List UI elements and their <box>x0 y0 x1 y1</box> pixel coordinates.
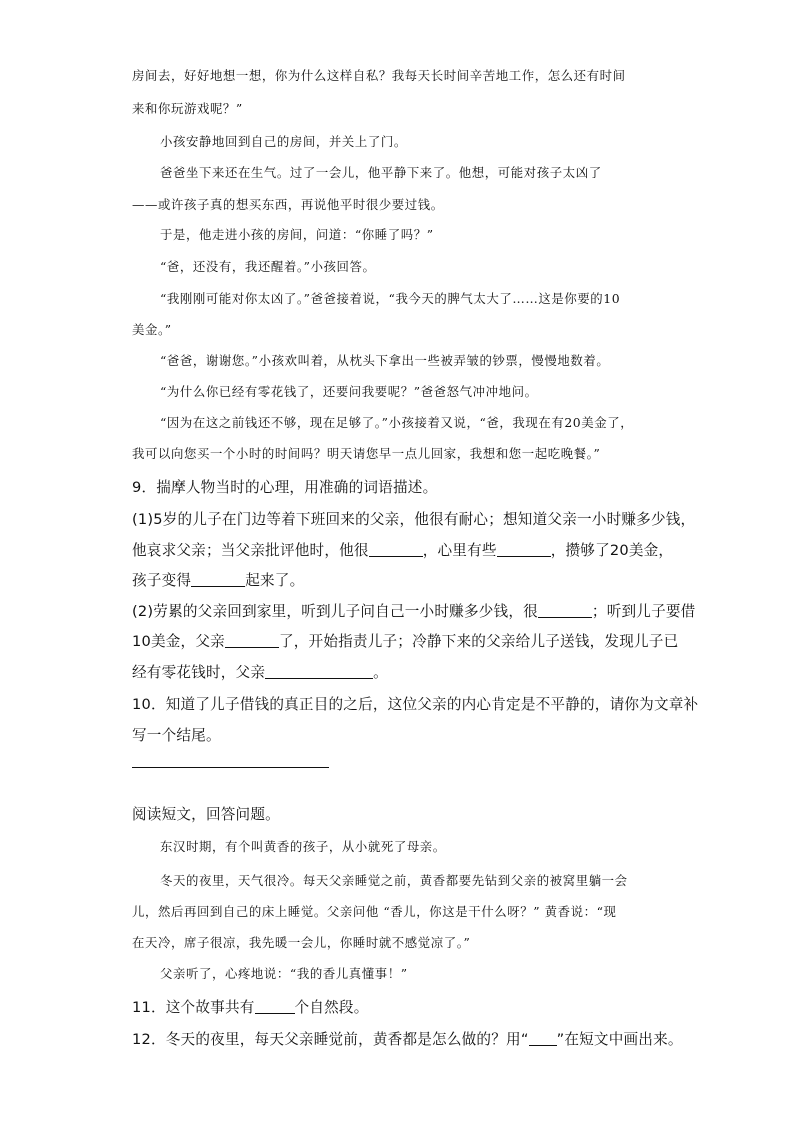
question-10-line: 写一个结尾。 <box>132 727 221 744</box>
question-12: 12．冬天的夜里，每天父亲睡觉前，黄香都是怎么做的？用“ ”在短文中画出来。 <box>132 1031 683 1048</box>
answer-line[interactable] <box>132 767 329 768</box>
answer-blank[interactable] <box>255 999 295 1014</box>
answer-blank[interactable] <box>497 542 551 557</box>
story-line: 于是，他走进小孩的房间，问道：“你睡了吗？” <box>160 227 434 242</box>
question-9-sub2-line: 10美金，父亲 了，开始指责儿子；冷静下来的父亲给儿子送钱，发现儿子已 <box>132 633 679 650</box>
question-11: 11．这个故事共有 个自然段。 <box>132 999 369 1016</box>
answer-blank[interactable] <box>538 603 592 618</box>
question-9-sub1-line: 孩子变得 起来了。 <box>132 572 305 589</box>
passage-line: 父亲听了，心疼地说：“我的香儿真懂事！” <box>160 966 408 981</box>
story-line: “我刚刚可能对你太凶了。”爸爸接着说，“我今天的脾气太大了……这是你要的10 <box>160 291 621 306</box>
question-10-line: 10．知道了儿子借钱的真正目的之后，这位父亲的内心肯定是不平静的，请你为文章补 <box>132 696 699 713</box>
underline-mark <box>529 1031 557 1046</box>
story-line: “爸爸，谢谢您。”小孩欢叫着，从枕头下拿出一些被弄皱的钞票，慢慢地数着。 <box>160 353 610 368</box>
question-9-sub2-line: 经有零花钱时，父亲 。 <box>132 664 388 681</box>
story-line: ——或许孩子真的想买东西，再说他平时很少要过钱。 <box>132 197 444 212</box>
story-line: 房间去，好好地想一想，你为什么这样自私？我每天长时间辛苦地工作，怎么还有时间 <box>132 68 626 83</box>
answer-blank[interactable] <box>265 664 373 679</box>
story-line: “为什么你已经有零花钱了，还要问我要呢？”爸爸怒气冲冲地问。 <box>160 384 538 399</box>
story-line: 美金。” <box>132 322 172 337</box>
question-9-title: 9．揣摩人物当时的心理，用准确的词语描述。 <box>132 479 438 496</box>
answer-blank[interactable] <box>225 633 279 648</box>
question-9-sub2-line: (2)劳累的父亲回到家里，听到儿子问自己一小时赚多少钱，很 ；听到儿子要借 <box>132 603 696 620</box>
story-line: “爸，还没有，我还醒着。”小孩回答。 <box>160 259 376 274</box>
question-9-sub1-line: (1)5岁的儿子在门边等着下班回来的父亲，他很有耐心；想知道父亲一小时赚多少钱， <box>132 511 696 528</box>
story-line: 小孩安静地回到自己的房间，并关上了门。 <box>160 134 407 149</box>
passage-line: 儿，然后再回到自己的床上睡觉。父亲问他 “香儿，你这是干什么呀？” 黄香说：“现 <box>132 904 617 919</box>
passage-line: 在天冷，席子很凉，我先暖一会儿，你睡时就不感觉凉了。” <box>132 935 471 950</box>
answer-blank[interactable] <box>369 542 423 557</box>
story-line: 爸爸坐下来还在生气。过了一会儿，他平静下来了。他想，可能对孩子太凶了 <box>160 165 602 180</box>
reading-instruction: 阅读短文，回答问题。 <box>132 806 280 823</box>
passage-line: 东汉时期，有个叫黄香的孩子，从小就死了母亲。 <box>160 839 446 854</box>
question-9-sub1-line: 他哀求父亲；当父亲批评他时，他很 ，心里有些 ，攒够了20美金， <box>132 542 674 559</box>
story-line: “因为在这之前钱还不够，现在足够了。”小孩接着又说，“爸，我现在有20美金了， <box>160 415 634 430</box>
passage-line: 冬天的夜里，天气很冷。每天父亲睡觉之前，黄香都要先钻到父亲的被窝里躺一会 <box>160 873 628 888</box>
story-line: 我可以向您买一个小时的时间吗？明天请您早一点儿回家，我想和您一起吃晚餐。” <box>132 446 601 461</box>
answer-blank[interactable] <box>191 572 245 587</box>
story-line: 来和你玩游戏呢？” <box>132 101 243 116</box>
